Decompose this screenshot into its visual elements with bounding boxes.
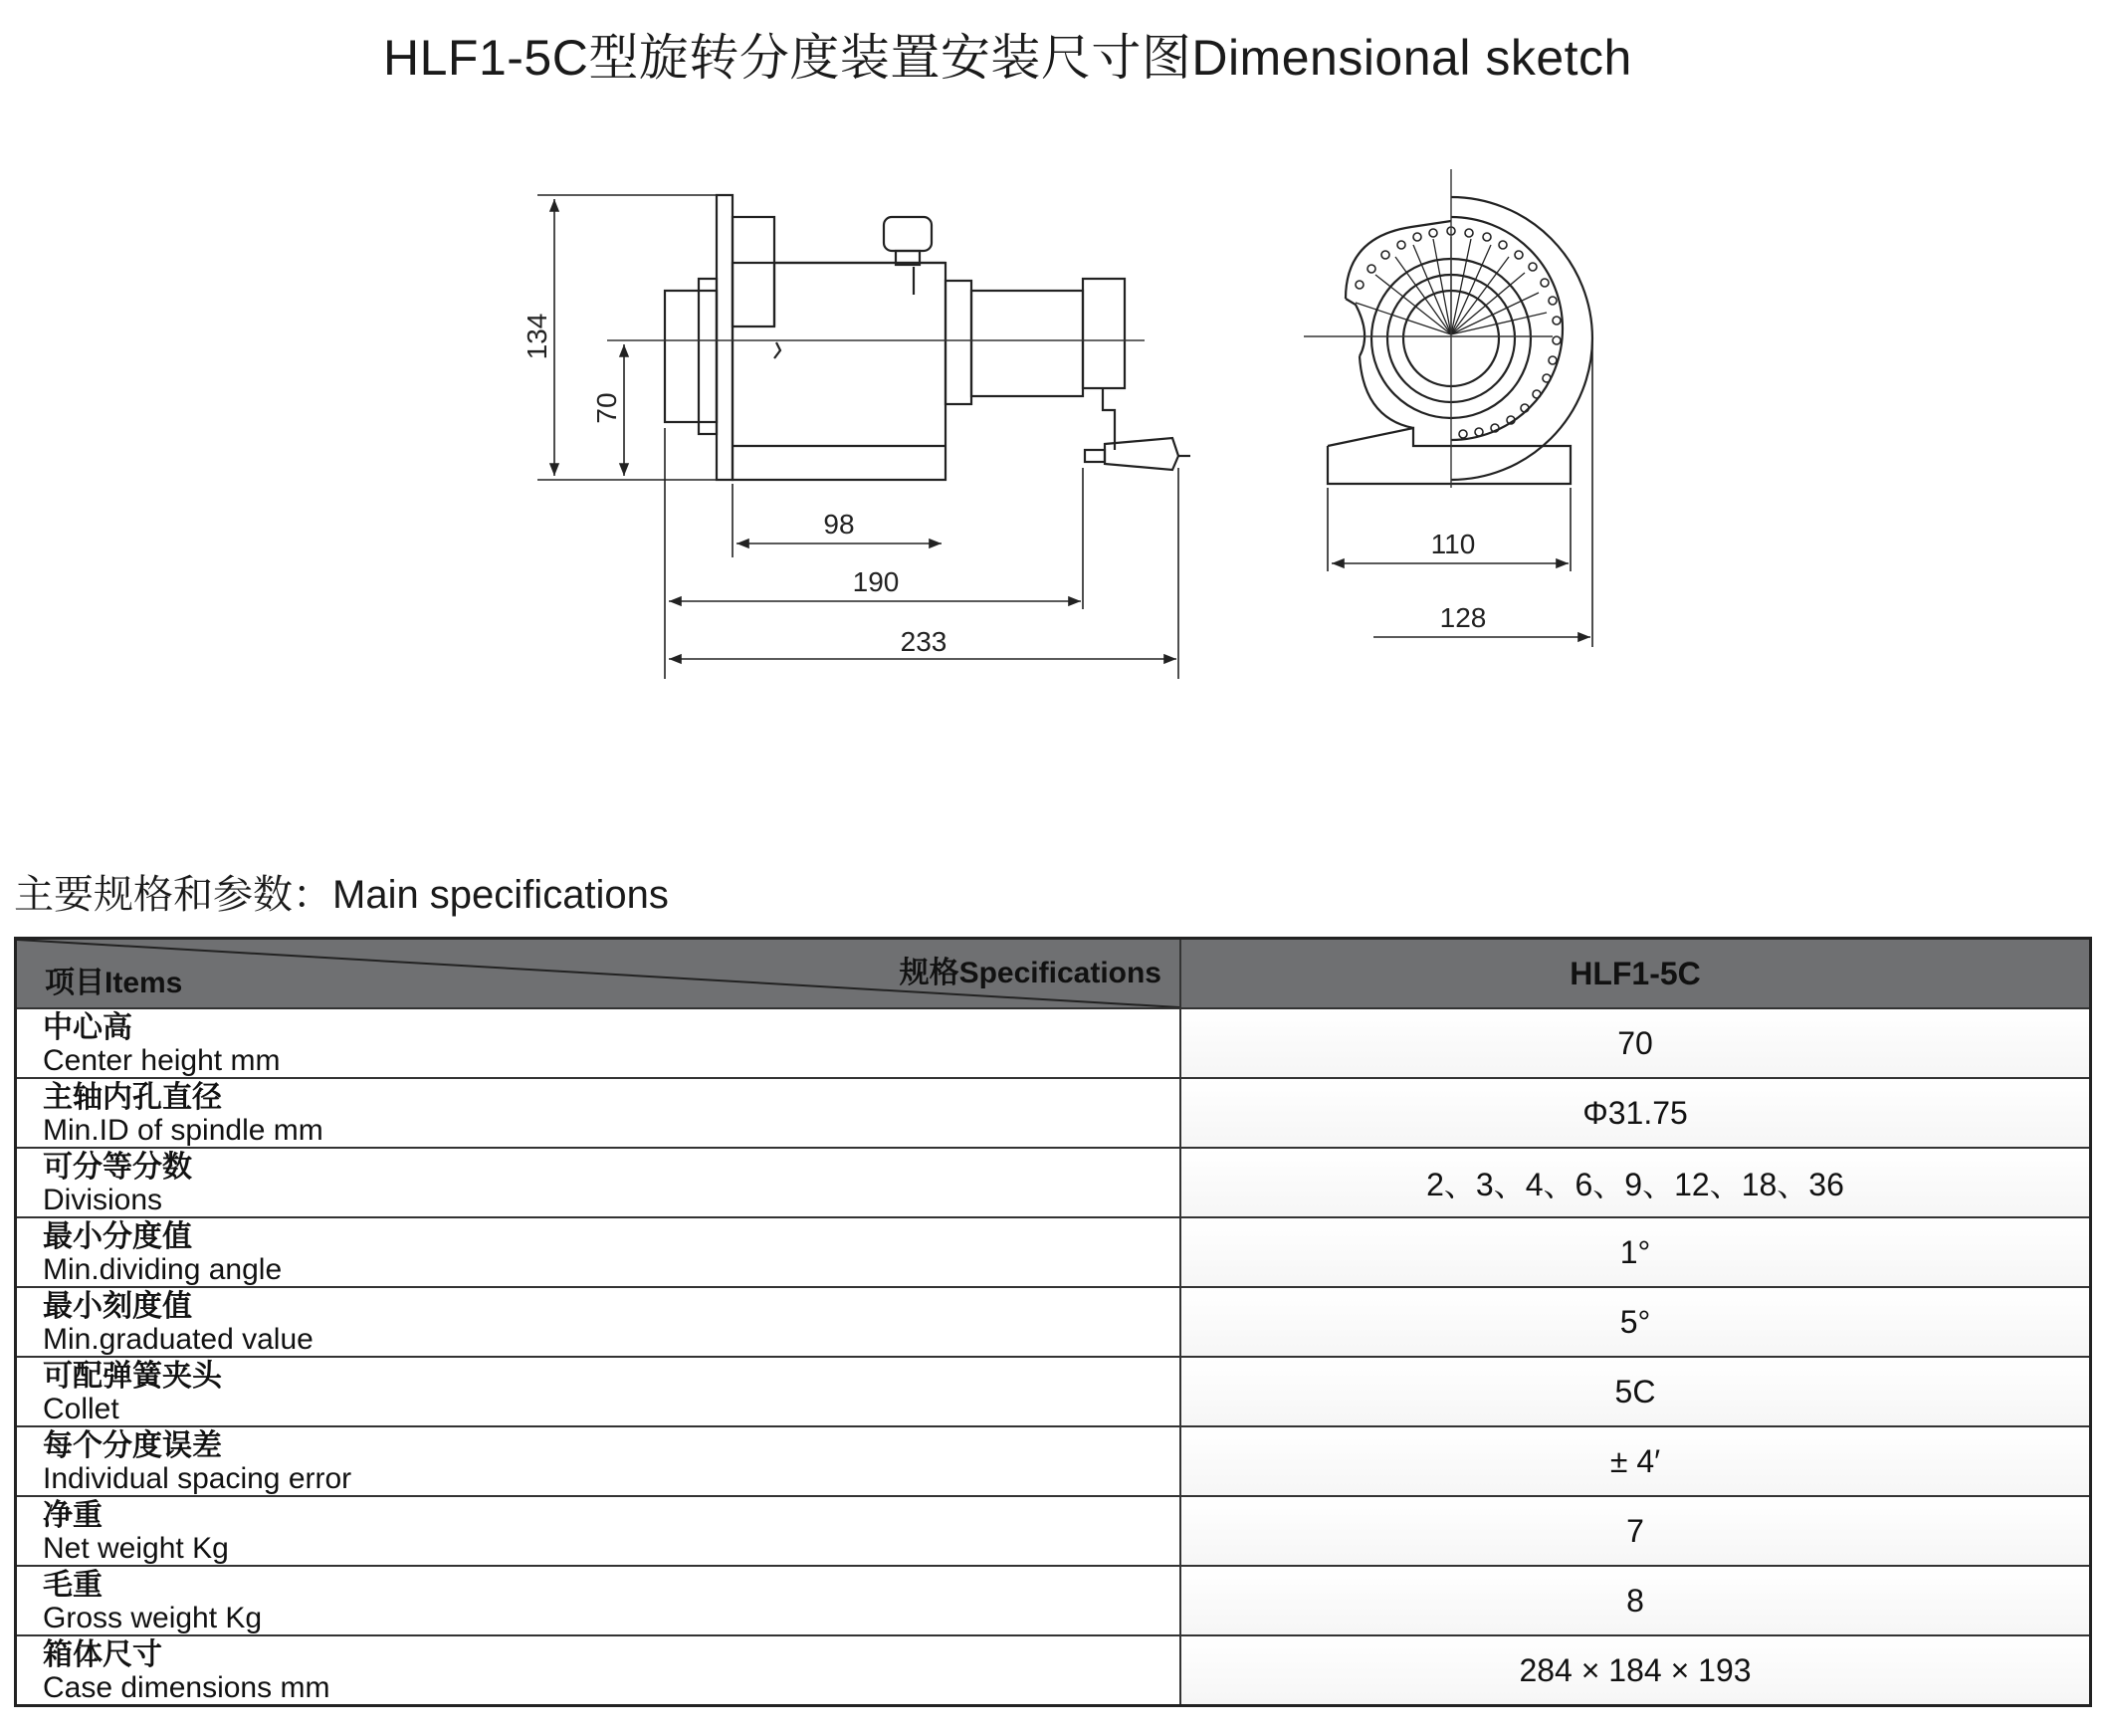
- dim-128: 128: [1439, 602, 1487, 633]
- item-cell: [16, 1217, 1181, 1287]
- value-cell: 284 × 184 × 193: [1180, 1635, 2091, 1706]
- dim-233: 233: [900, 626, 947, 657]
- item-cn: 最小刻度值: [43, 1290, 192, 1323]
- value-cell: 2、3、4、6、9、12、18、36: [1180, 1148, 2091, 1217]
- table-row: [16, 1496, 2091, 1566]
- item-cell: [16, 1008, 1181, 1078]
- item-en: Gross weight Kg: [43, 1602, 263, 1634]
- item-cell: [16, 1496, 1181, 1566]
- header-specifications: 规格Specifications: [899, 957, 1161, 989]
- item-cn: 毛重: [43, 1569, 103, 1602]
- crank-handle: [1105, 438, 1178, 470]
- value-cell: 5°: [1180, 1287, 2091, 1357]
- table-row: [16, 1008, 2091, 1078]
- main-body: [733, 263, 945, 480]
- top-knob: [884, 217, 932, 251]
- table-row: [16, 1566, 2091, 1635]
- item-en: Case dimensions mm: [43, 1671, 330, 1704]
- dim-70: 70: [591, 392, 622, 424]
- item-cell: [16, 1148, 1181, 1217]
- header-items: 项目Items: [45, 967, 183, 999]
- item-cell: [16, 1357, 1181, 1426]
- shaft: [971, 291, 1083, 396]
- item-cell: [16, 1078, 1181, 1148]
- table-row: [16, 1635, 2091, 1706]
- spec-table: [14, 937, 2092, 1707]
- dim-134: 134: [522, 313, 552, 360]
- item-en: Min.graduated value: [43, 1323, 314, 1356]
- crank-housing: [1083, 279, 1125, 388]
- item-cn: 可分等分数: [43, 1151, 192, 1184]
- value-cell: 7: [1180, 1496, 2091, 1566]
- front-base: [1328, 428, 1571, 484]
- header-items-specs: [16, 939, 1181, 1009]
- item-cn: 中心高: [43, 1011, 132, 1044]
- value-cell: 1°: [1180, 1217, 2091, 1287]
- item-en: Individual spacing error: [43, 1462, 352, 1495]
- item-en: Divisions: [43, 1184, 163, 1216]
- nose-collar-outer: [665, 291, 717, 422]
- item-cell: [16, 1287, 1181, 1357]
- item-cell: [16, 1426, 1181, 1496]
- value-cell: Φ31.75: [1180, 1078, 2091, 1148]
- dial-ring: [733, 217, 774, 326]
- value-cell: 70: [1180, 1008, 2091, 1078]
- page-title: HLF1-5C型旋转分度装置安装尺寸图Dimensional sketch: [383, 30, 1632, 86]
- item-cn: 最小分度值: [43, 1220, 192, 1253]
- item-en: Min.ID of spindle mm: [43, 1114, 323, 1147]
- item-cn: 每个分度误差: [43, 1429, 222, 1462]
- side-view: [665, 195, 1190, 480]
- item-cn: 主轴内孔直径: [43, 1081, 222, 1114]
- item-cn: 可配弹簧夹头: [43, 1360, 222, 1393]
- table-row: [16, 1357, 2091, 1426]
- table-row: [16, 1217, 2091, 1287]
- item-en: Min.dividing angle: [43, 1253, 283, 1286]
- value-cell: 5C: [1180, 1357, 2091, 1426]
- nose-collar-inner: [699, 279, 717, 434]
- table-row: [16, 1287, 2091, 1357]
- table-row: [16, 1078, 2091, 1148]
- table-row: [16, 1426, 2091, 1496]
- item-cn: 箱体尺寸: [43, 1638, 162, 1671]
- dimensional-sketch: [0, 0, 2101, 717]
- right-collar: [945, 281, 971, 404]
- item-en: Collet: [43, 1393, 119, 1425]
- value-cell: ± 4′: [1180, 1426, 2091, 1496]
- item-cell: [16, 1635, 1181, 1706]
- spec-heading: 主要规格和参数：Main specifications: [14, 873, 669, 917]
- header-model: HLF1-5C: [1180, 939, 2091, 1009]
- item-en: Center height mm: [43, 1044, 281, 1077]
- value-cell: 8: [1180, 1566, 2091, 1635]
- flange-plate: [717, 195, 733, 480]
- item-en: Net weight Kg: [43, 1532, 229, 1565]
- item-cell: [16, 1566, 1181, 1635]
- dim-98: 98: [823, 509, 855, 540]
- dim-190: 190: [852, 566, 900, 597]
- item-cn: 净重: [43, 1499, 103, 1532]
- dim-110: 110: [1430, 529, 1476, 559]
- table-row: [16, 1148, 2091, 1217]
